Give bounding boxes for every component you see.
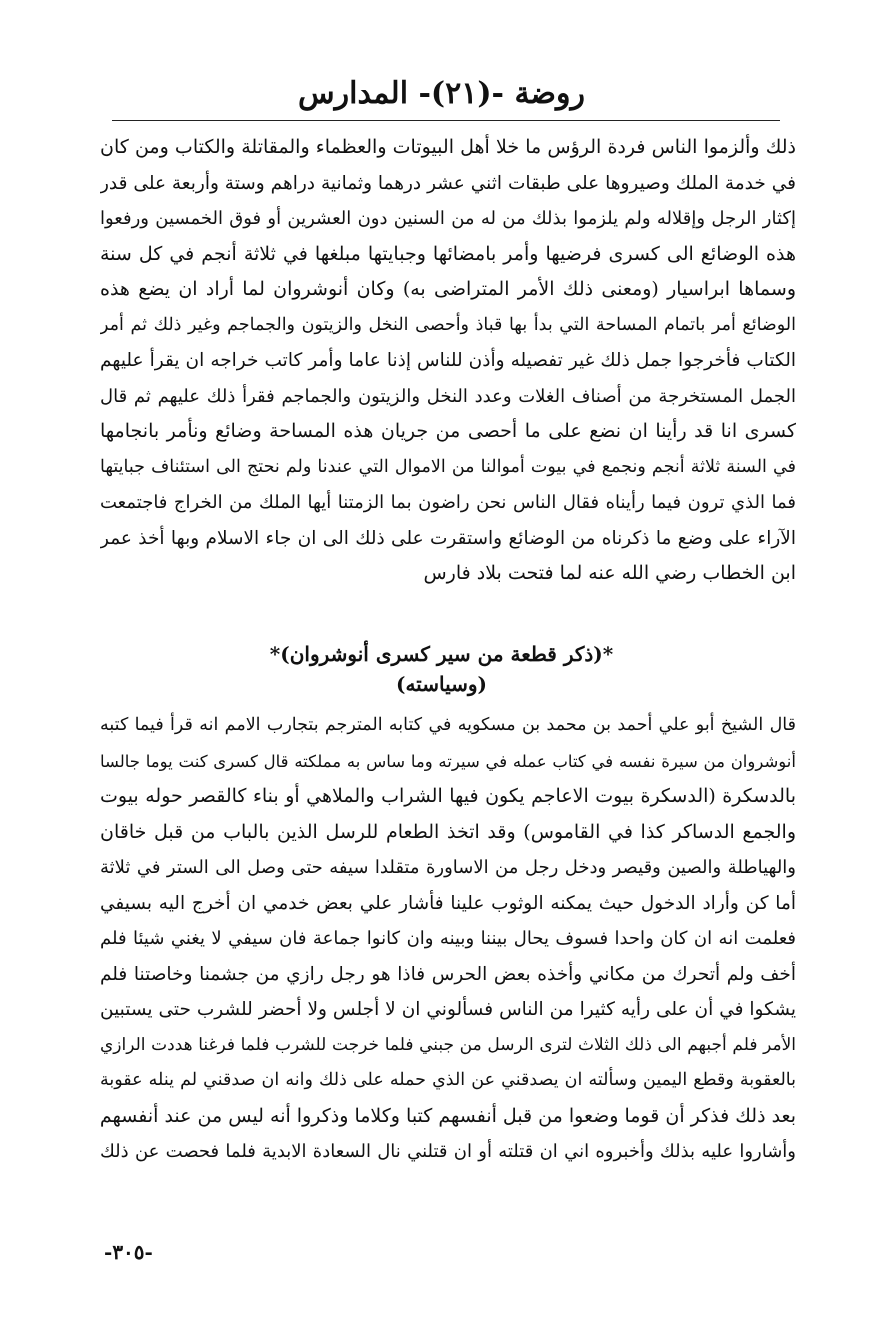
text-line: الأمر فلم أجبهم الى ذلك الثلاث لترى الرسل من جبني فلما خرجت للشرب فلما فرغنا هددت الرازي	[100, 1034, 796, 1055]
text-line: أنوشروان من سيرة نفسه في كتاب عمله في سيرته وما ساس به مملكته قال كسرى كنت يوما جالسا	[100, 751, 796, 771]
text-line: بالدسكرة (الدسكرة بيوت الاعاجم يكون فيها الشراب والملاهي أو بناء كالقصر حوله بيوت	[100, 785, 796, 807]
page-number: -٣٠٥-	[104, 1240, 153, 1264]
text-line: والهياطلة والصين وقيصر ودخل رجل من الاساورة متقلدا سيفه حتى وصل الى الستر في ثلاثة	[100, 857, 796, 878]
text-line: يشكوا في أن على رأيه كثيرا من الناس فسألوني ان لا أجلس ولا أحضر للشرب حتى يستبين	[100, 999, 796, 1020]
text-line: الكتاب فأخرجوا جمل ذلك غير تفصيله وأذن للناس إذنا عاما وأمر كاتب خراجه ان يقرأ عليهم	[100, 350, 796, 371]
text-line: فما الذي ترون فيما رأيناه فقال الناس نحن راضون بما الزمتنا أيها الملك من الخراج فاجتمعت	[100, 492, 796, 513]
paragraph-kharaj	[100, 130, 796, 592]
page-header: روضة -(٢١)- المدارس	[298, 76, 585, 111]
text-line: وأشاروا عليه بذلك وأخبروه اني ان قتلته أو ان قتلني نال السعادة الابدية فلما فحصت عن ذلك	[100, 1141, 796, 1162]
text-line: الجمل المستخرجة من أصناف الغلات وعدد النخل والزيتون والجماجم فقرأ ذلك عليهم ثم قال	[100, 385, 796, 407]
text-line: وسماها ابراسيار (ومعنى ذلك الأمر المتراضى به) وكان أنوشروان لما أراد ان يضع هذه	[100, 278, 796, 300]
text-line: الوضائع أمر باتمام المساحة التي بدأ بها قباذ وأحصى النخل والزيتون والجماجم وغير ذلك ثم أمر	[100, 314, 796, 335]
text-line: والجمع الدساكر كذا في القاموس) وقد اتخذ الطعام للرسل الذين بالباب من قبل خاقان	[100, 820, 796, 843]
text-line: بعد ذلك فذكر أن قوما وضعوا من قبل أنفسهم كتبا وكلاما وذكروا أنه ليس من عند أنفسهم	[100, 1104, 796, 1127]
text-line: بالعقوبة وقطع اليمين وسألته ان يصدقني عن الذي حمله على ذلك وانه ان صدقني لم ينله عقوبة	[100, 1070, 796, 1090]
text-line: قال الشيخ أبو علي أحمد بن محمد بن مسكويه في كتابه المترجم بتجارب الامم انه قرأ فيما كتبه	[100, 715, 796, 735]
text-line: أخف ولم أتحرك من مكاني وأخذه بعض الحرس فاذا هو رجل رازي من جشمنا وخاصتنا فلم	[100, 963, 796, 985]
text-line: إكثار الرجل وإقلاله ولم يلزموا بذلك من له من السنين دون العشرين أو فوق الخمسين ورفعوا	[100, 208, 796, 229]
header-rule	[112, 120, 780, 121]
text-line: هذه الوضائع الى كسرى فرضيها وأمر بامضائها وجبايتها مبلغها في ثلاثة أنجم في كل سنة	[100, 242, 796, 265]
text-line: الآراء على وضع ما ذكرناه من الوضائع واستقرت على ذلك الى ان جاء الاسلام وبها أخذ عمر	[100, 527, 796, 549]
section-title: *(ذكر قطعة من سير كسرى أنوشروان)*	[269, 642, 614, 666]
paragraph-anushirvan	[100, 708, 796, 1170]
text-line: كسرى انا قد رأينا ان نضع على ما أحصى من جريان هذه المساحة وضائع ونأمر بانجامها	[100, 420, 796, 442]
text-line: أما كن وأراد الدخول حيث يمكنه الوثوب علينا فأشار علي بعض خدمي ان أخرج اليه بسيفي	[100, 892, 796, 914]
text-line: في خدمة الملك وصيروها على طبقات اثني عشر درهما وثمانية دراهم وستة وأربعة على قدر	[100, 172, 796, 194]
section-subtitle: (وسياسته)	[396, 672, 487, 696]
text-line: ذلك وألزموا الناس فردة الرؤس ما خلا أهل البيوتات والعظماء والمقاتلة والكتاب ومن كان	[100, 136, 796, 158]
text-line: ابن الخطاب رضي الله عنه لما فتحت بلاد فارس	[423, 562, 796, 584]
text-line: في السنة ثلاثة أنجم ونجمع في بيوت أموالنا من الاموال التي عندنا ولم نحتج الى استئناف جبايتها	[100, 456, 796, 477]
text-line: فعلمت انه ان كان واحدا فسوف يحال بيننا وبينه وان كانوا جماعة فان سيفي لا يغني شيئا فلم	[100, 928, 796, 949]
